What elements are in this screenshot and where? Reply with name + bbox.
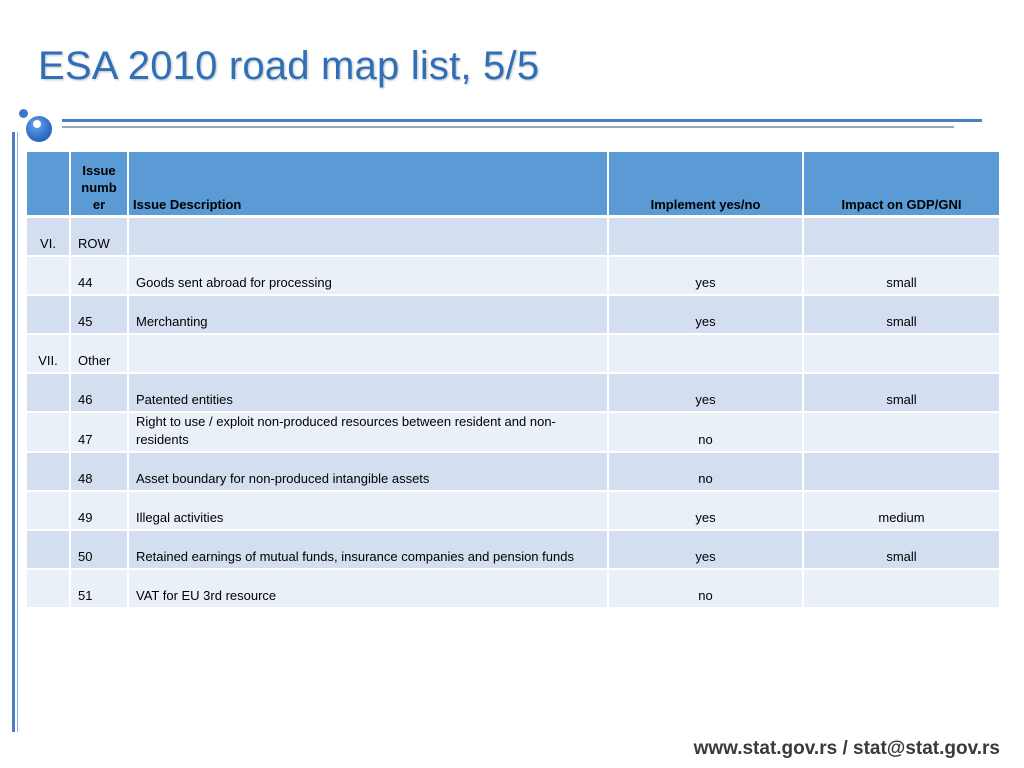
cell-number: 46: [70, 373, 128, 412]
footer-contact: www.stat.gov.rs / stat@stat.gov.rs: [693, 738, 1000, 759]
table-row: [27, 256, 999, 295]
cell-impact: [803, 217, 999, 257]
cell-description: Retained earnings of mutual funds, insurance companies and pension funds: [128, 530, 608, 569]
header-issue-description: Issue Description: [128, 152, 608, 217]
cell-number: ROW: [70, 217, 128, 257]
cell-implement: [608, 334, 803, 373]
table-header-row: [27, 152, 999, 217]
cell-implement: yes: [608, 530, 803, 569]
table-row: [27, 491, 999, 530]
decorative-dot-highlight-icon: [33, 120, 41, 128]
cell-impact: small: [803, 256, 999, 295]
cell-number: 44: [70, 256, 128, 295]
cell-section: VII.: [27, 334, 70, 373]
road-map-table: [27, 152, 999, 609]
cell-description: Asset boundary for non-produced intangible assets: [128, 452, 608, 491]
cell-number: 49: [70, 491, 128, 530]
cell-impact: medium: [803, 491, 999, 530]
cell-number: 45: [70, 295, 128, 334]
cell-section: [27, 569, 70, 608]
cell-section: [27, 412, 70, 452]
table-row: [27, 295, 999, 334]
cell-impact: small: [803, 373, 999, 412]
cell-section: [27, 452, 70, 491]
cell-section: VI.: [27, 217, 70, 257]
cell-implement: no: [608, 452, 803, 491]
left-accent-line-thin: [17, 132, 18, 732]
title-underline-secondary: [62, 126, 954, 128]
decorative-dot-small-icon: [19, 109, 28, 118]
header-issue-number: Issue numb er: [70, 152, 128, 217]
cell-description: [128, 217, 608, 257]
cell-impact: [803, 452, 999, 491]
header-implement: Implement yes/no: [608, 152, 803, 217]
cell-impact: [803, 569, 999, 608]
left-accent-line: [12, 132, 15, 732]
cell-description: [128, 334, 608, 373]
table-row: [27, 530, 999, 569]
cell-description: Goods sent abroad for processing: [128, 256, 608, 295]
title-underline: [62, 119, 982, 122]
cell-description: Patented entities: [128, 373, 608, 412]
table-row: [27, 334, 999, 373]
cell-impact: small: [803, 530, 999, 569]
cell-section: [27, 491, 70, 530]
cell-number: 47: [70, 412, 128, 452]
cell-implement: yes: [608, 491, 803, 530]
cell-implement: no: [608, 412, 803, 452]
cell-implement: yes: [608, 295, 803, 334]
header-impact: Impact on GDP/GNI: [803, 152, 999, 217]
cell-section: [27, 256, 70, 295]
cell-number: 51: [70, 569, 128, 608]
cell-impact: small: [803, 295, 999, 334]
cell-section: [27, 373, 70, 412]
cell-implement: yes: [608, 373, 803, 412]
cell-number: 48: [70, 452, 128, 491]
table-row: [27, 412, 999, 452]
table-row: [27, 452, 999, 491]
table-row: [27, 373, 999, 412]
header-section: [27, 152, 70, 217]
cell-description: Right to use / exploit non-produced resources between resident and non-residents: [128, 412, 608, 452]
cell-number: 50: [70, 530, 128, 569]
cell-impact: [803, 334, 999, 373]
cell-implement: no: [608, 569, 803, 608]
cell-section: [27, 295, 70, 334]
cell-description: Illegal activities: [128, 491, 608, 530]
cell-implement: yes: [608, 256, 803, 295]
table-row: [27, 569, 999, 608]
cell-description: VAT for EU 3rd resource: [128, 569, 608, 608]
table-row: [27, 217, 999, 257]
cell-section: [27, 530, 70, 569]
cell-number: Other: [70, 334, 128, 373]
cell-impact: [803, 412, 999, 452]
slide-title: ESA 2010 road map list, 5/5: [38, 44, 540, 88]
cell-implement: [608, 217, 803, 257]
cell-description: Merchanting: [128, 295, 608, 334]
